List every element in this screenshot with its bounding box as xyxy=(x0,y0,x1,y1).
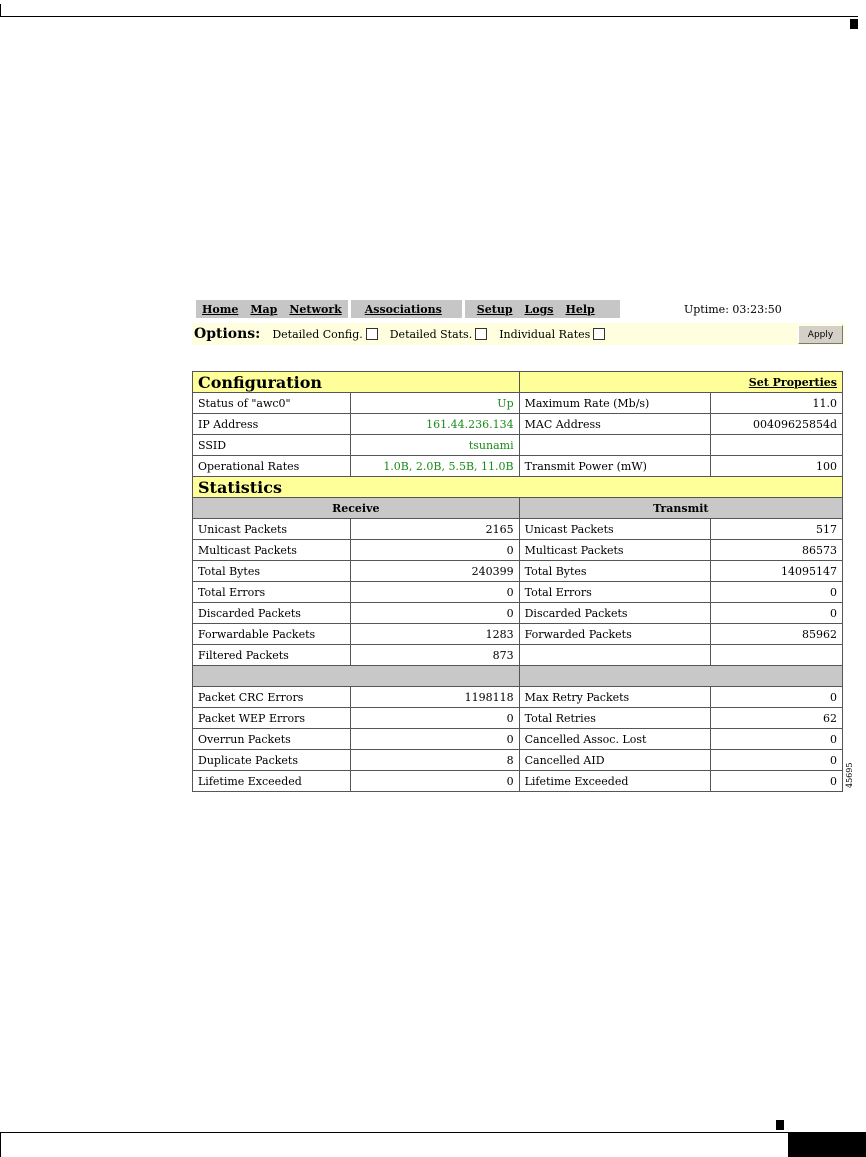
transmit-value: 0 xyxy=(711,771,843,792)
transmit-label xyxy=(519,435,711,456)
transmit-label: Discarded Packets xyxy=(519,603,711,624)
transmit-value: 0 xyxy=(711,729,843,750)
transmit-value: 00409625854d xyxy=(711,414,843,435)
page-footer-rule xyxy=(0,1132,788,1133)
receive-label: IP Address xyxy=(193,414,351,435)
uptime-label: Uptime: 03:23:50 xyxy=(684,303,782,316)
transmit-header: Transmit xyxy=(519,498,842,519)
options-bar xyxy=(192,323,845,345)
receive-value: 873 xyxy=(350,645,519,666)
receive-label: Packet WEP Errors xyxy=(193,708,351,729)
transmit-label: Lifetime Exceeded xyxy=(519,771,711,792)
receive-label: Filtered Packets xyxy=(193,645,351,666)
nav-logs-link[interactable]: Logs xyxy=(524,302,554,316)
transmit-label: Multicast Packets xyxy=(519,540,711,561)
receive-label: Packet CRC Errors xyxy=(193,687,351,708)
receive-value: Up xyxy=(350,393,519,414)
transmit-label: Forwarded Packets xyxy=(519,624,711,645)
receive-label: Overrun Packets xyxy=(193,729,351,750)
individual-rates-checkbox[interactable] xyxy=(593,328,605,340)
table-row xyxy=(193,561,843,582)
transmit-label: Total Errors xyxy=(519,582,711,603)
table-row xyxy=(193,645,843,666)
detailed-stats-label: Detailed Stats. xyxy=(389,327,473,341)
receive-value: 0 xyxy=(350,729,519,750)
receive-label: Total Bytes xyxy=(193,561,351,582)
transmit-value: 100 xyxy=(711,456,843,477)
transmit-label: Cancelled Assoc. Lost xyxy=(519,729,711,750)
nav-network-link[interactable]: Network xyxy=(289,302,342,316)
nav-associations-link[interactable]: Associations xyxy=(364,302,442,316)
statistics-header xyxy=(193,477,843,498)
nav-bar xyxy=(196,300,620,318)
receive-value: 8 xyxy=(350,750,519,771)
nav-help-link[interactable]: Help xyxy=(565,302,595,316)
page-header-marker xyxy=(850,19,858,29)
table-row xyxy=(193,435,843,456)
receive-value: 1198118 xyxy=(350,687,519,708)
configuration-title: Configuration xyxy=(193,372,520,393)
transmit-divider xyxy=(519,666,842,687)
receive-label: Discarded Packets xyxy=(193,603,351,624)
options-title: Options: xyxy=(194,326,261,342)
table-row xyxy=(193,750,843,771)
receive-value: tsunami xyxy=(350,435,519,456)
nav-home-link[interactable]: Home xyxy=(202,302,239,316)
receive-label: Forwardable Packets xyxy=(193,624,351,645)
transmit-value: 0 xyxy=(711,750,843,771)
transmit-value xyxy=(711,645,843,666)
transmit-label: Total Retries xyxy=(519,708,711,729)
transmit-label xyxy=(519,645,711,666)
detailed-config-checkbox[interactable] xyxy=(366,328,378,340)
table-row xyxy=(193,729,843,750)
nav-separator xyxy=(348,300,351,318)
transmit-value: 0 xyxy=(711,687,843,708)
transmit-value: 14095147 xyxy=(711,561,843,582)
transmit-label: Maximum Rate (Mb/s) xyxy=(519,393,711,414)
receive-value: 240399 xyxy=(350,561,519,582)
transmit-value: 85962 xyxy=(711,624,843,645)
table-row xyxy=(193,582,843,603)
receive-value: 0 xyxy=(350,708,519,729)
statistics-title: Statistics xyxy=(193,477,843,498)
table-row xyxy=(193,540,843,561)
detailed-stats-checkbox[interactable] xyxy=(475,328,487,340)
table-row xyxy=(193,414,843,435)
transmit-label: Total Bytes xyxy=(519,561,711,582)
receive-value: 0 xyxy=(350,603,519,624)
receive-label: Unicast Packets xyxy=(193,519,351,540)
statistics-column-header xyxy=(193,498,843,519)
receive-label: Lifetime Exceeded xyxy=(193,771,351,792)
statistics-rows xyxy=(193,519,843,666)
status-table xyxy=(192,371,843,792)
table-row xyxy=(193,687,843,708)
detailed-config-label: Detailed Config. xyxy=(272,327,363,341)
receive-value: 0 xyxy=(350,582,519,603)
configuration-header xyxy=(193,372,843,393)
transmit-value: 86573 xyxy=(711,540,843,561)
receive-divider xyxy=(193,666,520,687)
transmit-label: Transmit Power (mW) xyxy=(519,456,711,477)
nav-setup-link[interactable]: Setup xyxy=(476,302,513,316)
receive-value: 0 xyxy=(350,771,519,792)
table-row xyxy=(193,624,843,645)
apply-button[interactable]: Apply xyxy=(798,325,843,344)
page-footer-tab xyxy=(788,1132,866,1157)
individual-rates-label: Individual Rates xyxy=(499,327,591,341)
figure-number: 45695 xyxy=(845,762,854,788)
receive-value: 1.0B, 2.0B, 5.5B, 11.0B xyxy=(350,456,519,477)
receive-label: Duplicate Packets xyxy=(193,750,351,771)
receive-label: Status of "awc0" xyxy=(193,393,351,414)
transmit-label: Cancelled AID xyxy=(519,750,711,771)
receive-header: Receive xyxy=(193,498,520,519)
nav-map-link[interactable]: Map xyxy=(250,302,278,316)
receive-label: SSID xyxy=(193,435,351,456)
table-row xyxy=(193,393,843,414)
page-header-rule xyxy=(0,16,858,17)
table-row xyxy=(193,456,843,477)
table-row xyxy=(193,771,843,792)
error-section-divider xyxy=(193,666,843,687)
receive-value: 1283 xyxy=(350,624,519,645)
table-row xyxy=(193,603,843,624)
receive-value: 161.44.236.134 xyxy=(350,414,519,435)
page-footer-marker xyxy=(776,1120,784,1130)
transmit-value: 0 xyxy=(711,582,843,603)
receive-label: Operational Rates xyxy=(193,456,351,477)
receive-label: Multicast Packets xyxy=(193,540,351,561)
set-properties-link[interactable]: Set Properties xyxy=(519,372,842,393)
nav-separator xyxy=(462,300,465,318)
configuration-rows xyxy=(193,393,843,477)
table-row xyxy=(193,519,843,540)
receive-label: Total Errors xyxy=(193,582,351,603)
transmit-value: 62 xyxy=(711,708,843,729)
transmit-value xyxy=(711,435,843,456)
table-row xyxy=(193,708,843,729)
transmit-value: 0 xyxy=(711,603,843,624)
receive-value: 0 xyxy=(350,540,519,561)
page-border-left-bottom xyxy=(0,1132,1,1157)
transmit-value: 11.0 xyxy=(711,393,843,414)
transmit-value: 517 xyxy=(711,519,843,540)
transmit-label: Unicast Packets xyxy=(519,519,711,540)
error-rows xyxy=(193,687,843,792)
transmit-label: Max Retry Packets xyxy=(519,687,711,708)
receive-value: 2165 xyxy=(350,519,519,540)
transmit-label: MAC Address xyxy=(519,414,711,435)
